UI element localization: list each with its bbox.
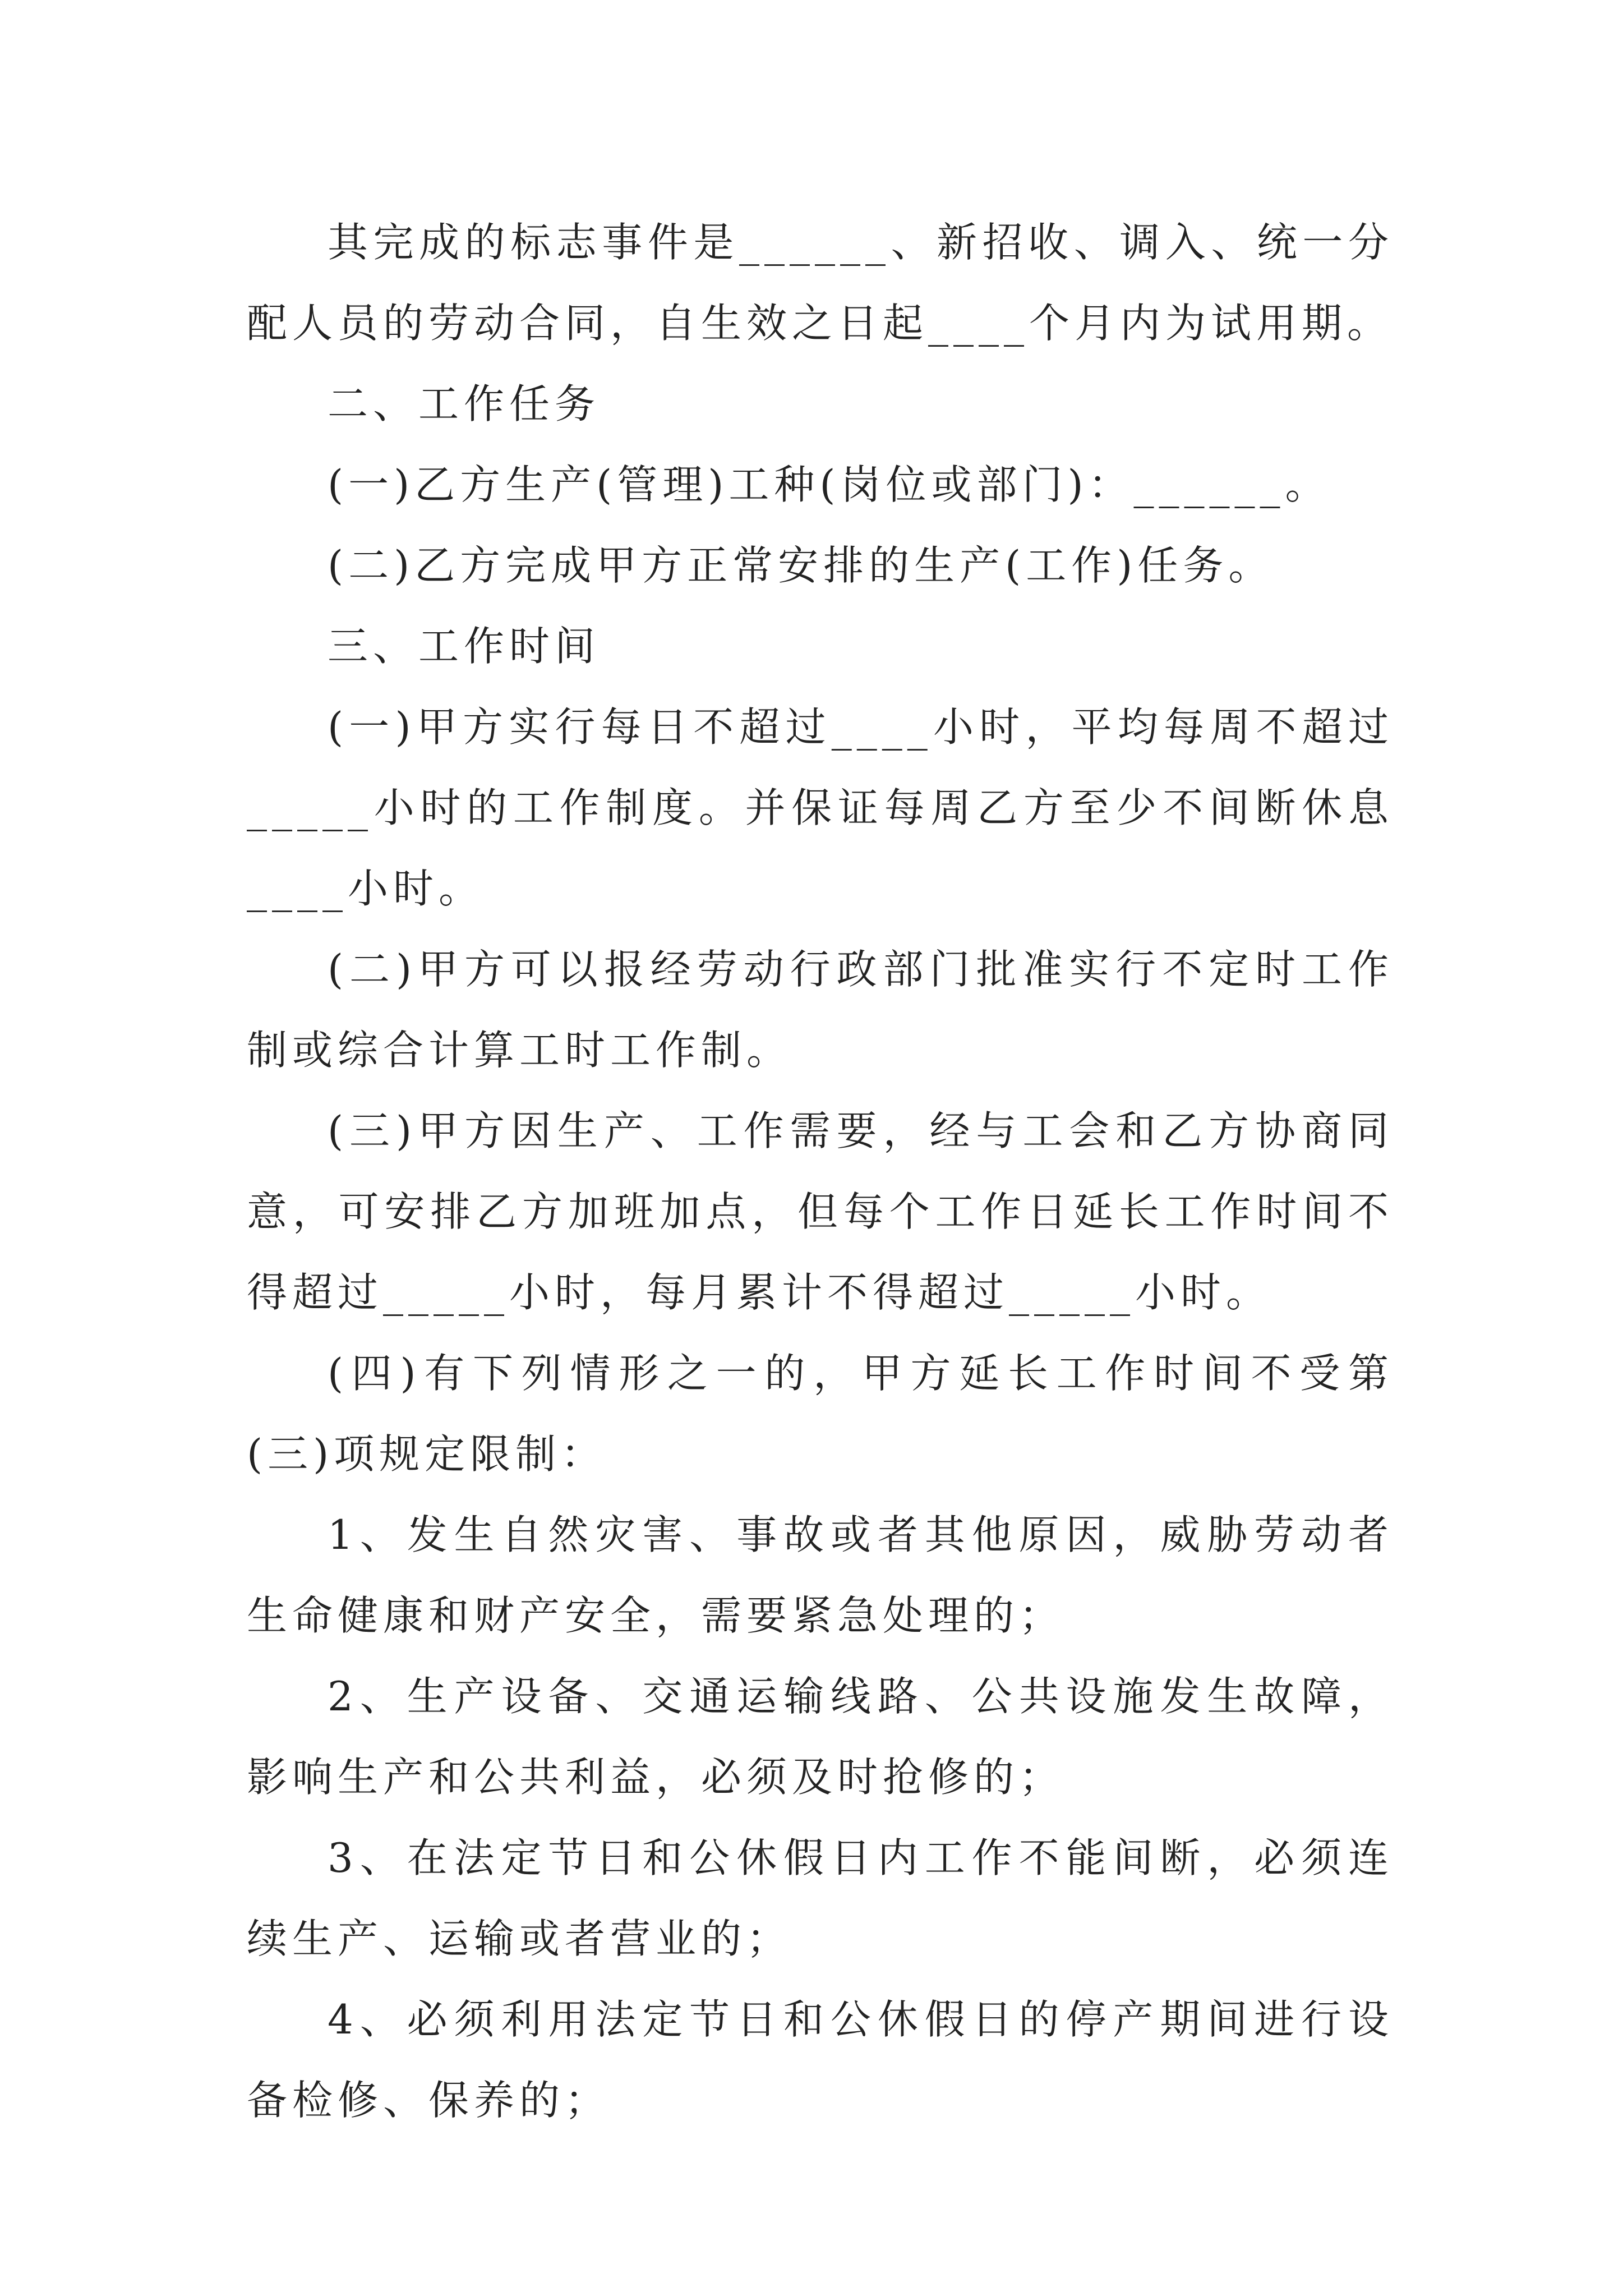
paragraph-daily-hours: (一)甲方实行每日不超过____小时，平均每周不超过_____小时的工作制度。并保证每周乙方至少不间断休息____小时。	[247, 703, 1394, 912]
list-item-3: 3、在法定节日和公休假日内工作不能间断，必须连续生产、运输或者营业的；	[247, 1834, 1394, 1962]
heading-work-hours: 三、工作时间	[328, 623, 601, 670]
paragraph-task-completion: (二)乙方完成甲方正常安排的生产(工作)任务。	[328, 542, 1274, 589]
list-item-4: 4、必须利用法定节日和公休假日的停产期间进行设备检修、保养的；	[247, 1996, 1394, 2124]
heading-work-tasks: 二、工作任务	[328, 380, 601, 427]
paragraph-job-type: (一)乙方生产(管理)工种(岗位或部门)：______。	[328, 461, 1331, 508]
paragraph-exceptions-intro: (四)有下列情形之一的，甲方延长工作时间不受第(三)项规定限制：	[247, 1350, 1394, 1478]
paragraph-probation: 其完成的标志事件是______、新招收、调入、统一分配人员的劳动合同，自生效之日起____个月内为试用期。	[247, 219, 1394, 347]
paragraph-flexible-hours: (二)甲方可以报经劳动行政部门批准实行不定时工作制或综合计算工时工作制。	[247, 946, 1394, 1074]
document-body	[247, 202, 1394, 2141]
list-item-2: 2、生产设备、交通运输线路、公共设施发生故障，影响生产和公共利益，必须及时抢修的；	[247, 1673, 1394, 1801]
paragraph-overtime: (三)甲方因生产、工作需要，经与工会和乙方协商同意，可安排乙方加班加点，但每个工作日延长工作时间不得超过_____小时，每月累计不得超过_____小时。	[247, 1107, 1394, 1316]
list-item-1: 1、发生自然灾害、事故或者其他原因，威胁劳动者生命健康和财产安全，需要紧急处理的；	[247, 1511, 1394, 1639]
